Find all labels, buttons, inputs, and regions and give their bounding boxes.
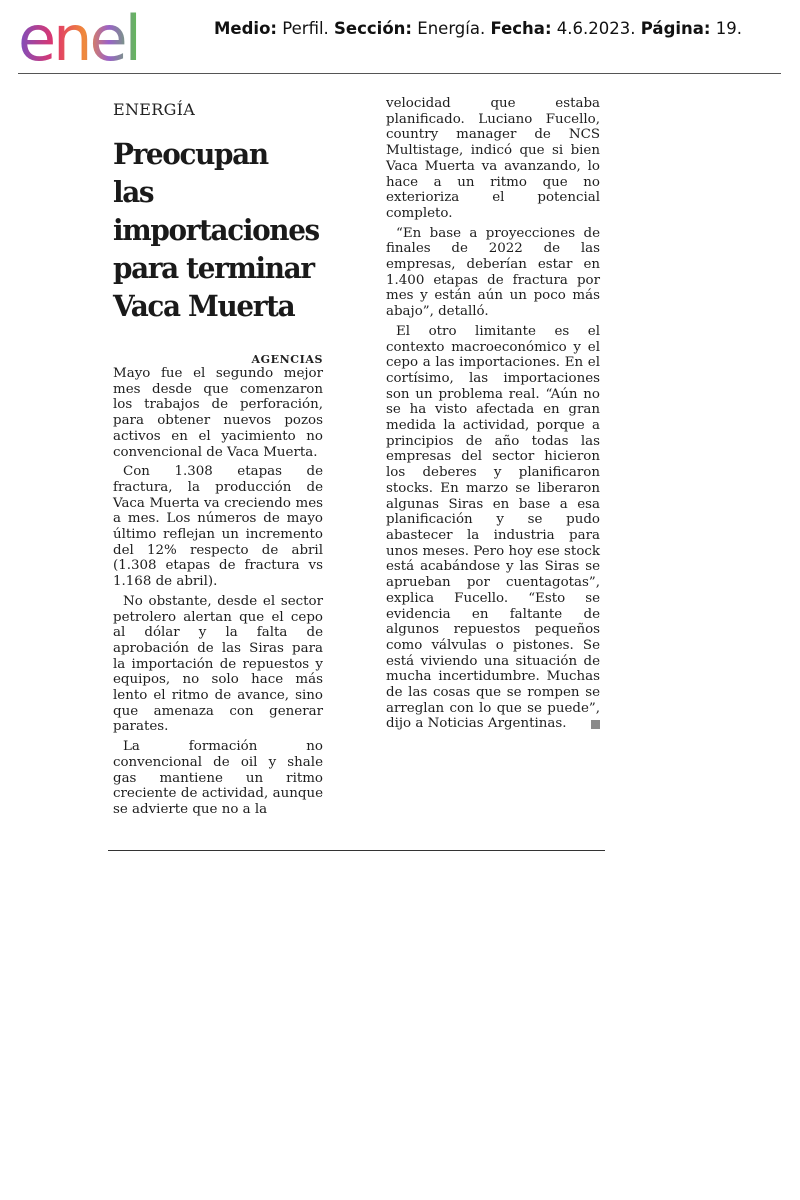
paragraph: No obstante, desde el sector petrolero alertan que el cepo al dólar y la falta de aprobación de las Siras para la importación de repuestos y equipos, no solo hace más lento el ritmo de avance, sino que amenaza con generar parates.	[113, 593, 323, 735]
seccion-label: Sección:	[334, 19, 413, 38]
article-column-1	[113, 100, 323, 822]
medio-label: Medio:	[214, 19, 278, 38]
paragraph: Mayo fue el segundo mejor mes desde que comenzaron los trabajos de perforación, para obtener nuevos pozos activos en el yacimiento no convencional de Vaca Muerta.	[113, 366, 323, 460]
headline-line: para terminar	[113, 251, 314, 285]
article-body-col2	[386, 96, 600, 732]
page-header	[0, 0, 800, 76]
paragraph: Con 1.308 etapas de fractura, la producción de Vaca Muerta va creciendo mes a mes. Los números de mayo último reflejan un incremento del 12% respecto de abril (1.308 etapas de fractura vs 1.168 de abril).	[113, 464, 323, 590]
paragraph: velocidad que estaba planificado. Luciano Fucello, country manager de NCS Multistage, indicó que si bien Vaca Muerta va avanzando, lo hace a un ritmo que no exterioriza el potencial completo.	[386, 96, 600, 221]
fecha-value: 4.6.2023.	[556, 19, 636, 38]
headline-line: Vaca Muerta	[113, 289, 295, 323]
pagina-label: Página:	[640, 19, 711, 38]
svg-text:enel: enel	[18, 8, 139, 66]
fecha-label: Fecha:	[490, 19, 552, 38]
header-divider	[18, 73, 781, 74]
section-label: ENERGÍA	[113, 100, 196, 119]
paragraph: La formación no convencional de oil y shale gas mantiene un ritmo creciente de actividad, aunque se advierte que no a la	[113, 739, 323, 817]
paragraph-text: El otro limitante es el contexto macroeconómico y el cepo a las importaciones. En el cortísimo, las importaciones son un problema real. “Aún no se ha visto afectada en gran medida la actividad, porque a principios de año todas las empresas del sector hicieron los deberes y planificaron stocks. En marzo se liberaron algunas Siras en base a esa planificación y se pudo abastecer la industria para unos meses. Pero hoy ese stock está acabándose y las Siras se aprueban por cuentagotas”, explica Fucello. “Esto se evidencia en faltante de algunos repuestos pequeños como válvulas o pistones. Se está viviendo una situación de mucha incertidumbre. Muchas de las cosas que se rompen se arreglan con lo que se puede”, dijo a Noticias Argentinas.	[386, 323, 600, 732]
pagina-value: 19.	[715, 19, 743, 38]
paragraph: “En base a proyecciones de finales de 2022 de las empresas, deberían estar en 1.400 etapas de fractura por mes y están aún un poco más abajo”, detalló.	[386, 225, 600, 320]
paragraph	[386, 324, 600, 732]
publication-meta	[214, 19, 742, 38]
article-body-col1	[113, 366, 323, 818]
article-bottom-divider	[108, 850, 605, 851]
byline: AGENCIAS	[251, 353, 323, 366]
medio-value: Perfil.	[282, 19, 329, 38]
seccion-value: Energía.	[417, 19, 486, 38]
headline-line: importaciones	[113, 213, 319, 247]
headline-line: Preocupan las	[113, 137, 268, 209]
article-column-2	[386, 96, 600, 736]
end-of-article-mark	[591, 720, 600, 729]
enel-logo	[18, 8, 183, 66]
headline	[113, 135, 319, 325]
